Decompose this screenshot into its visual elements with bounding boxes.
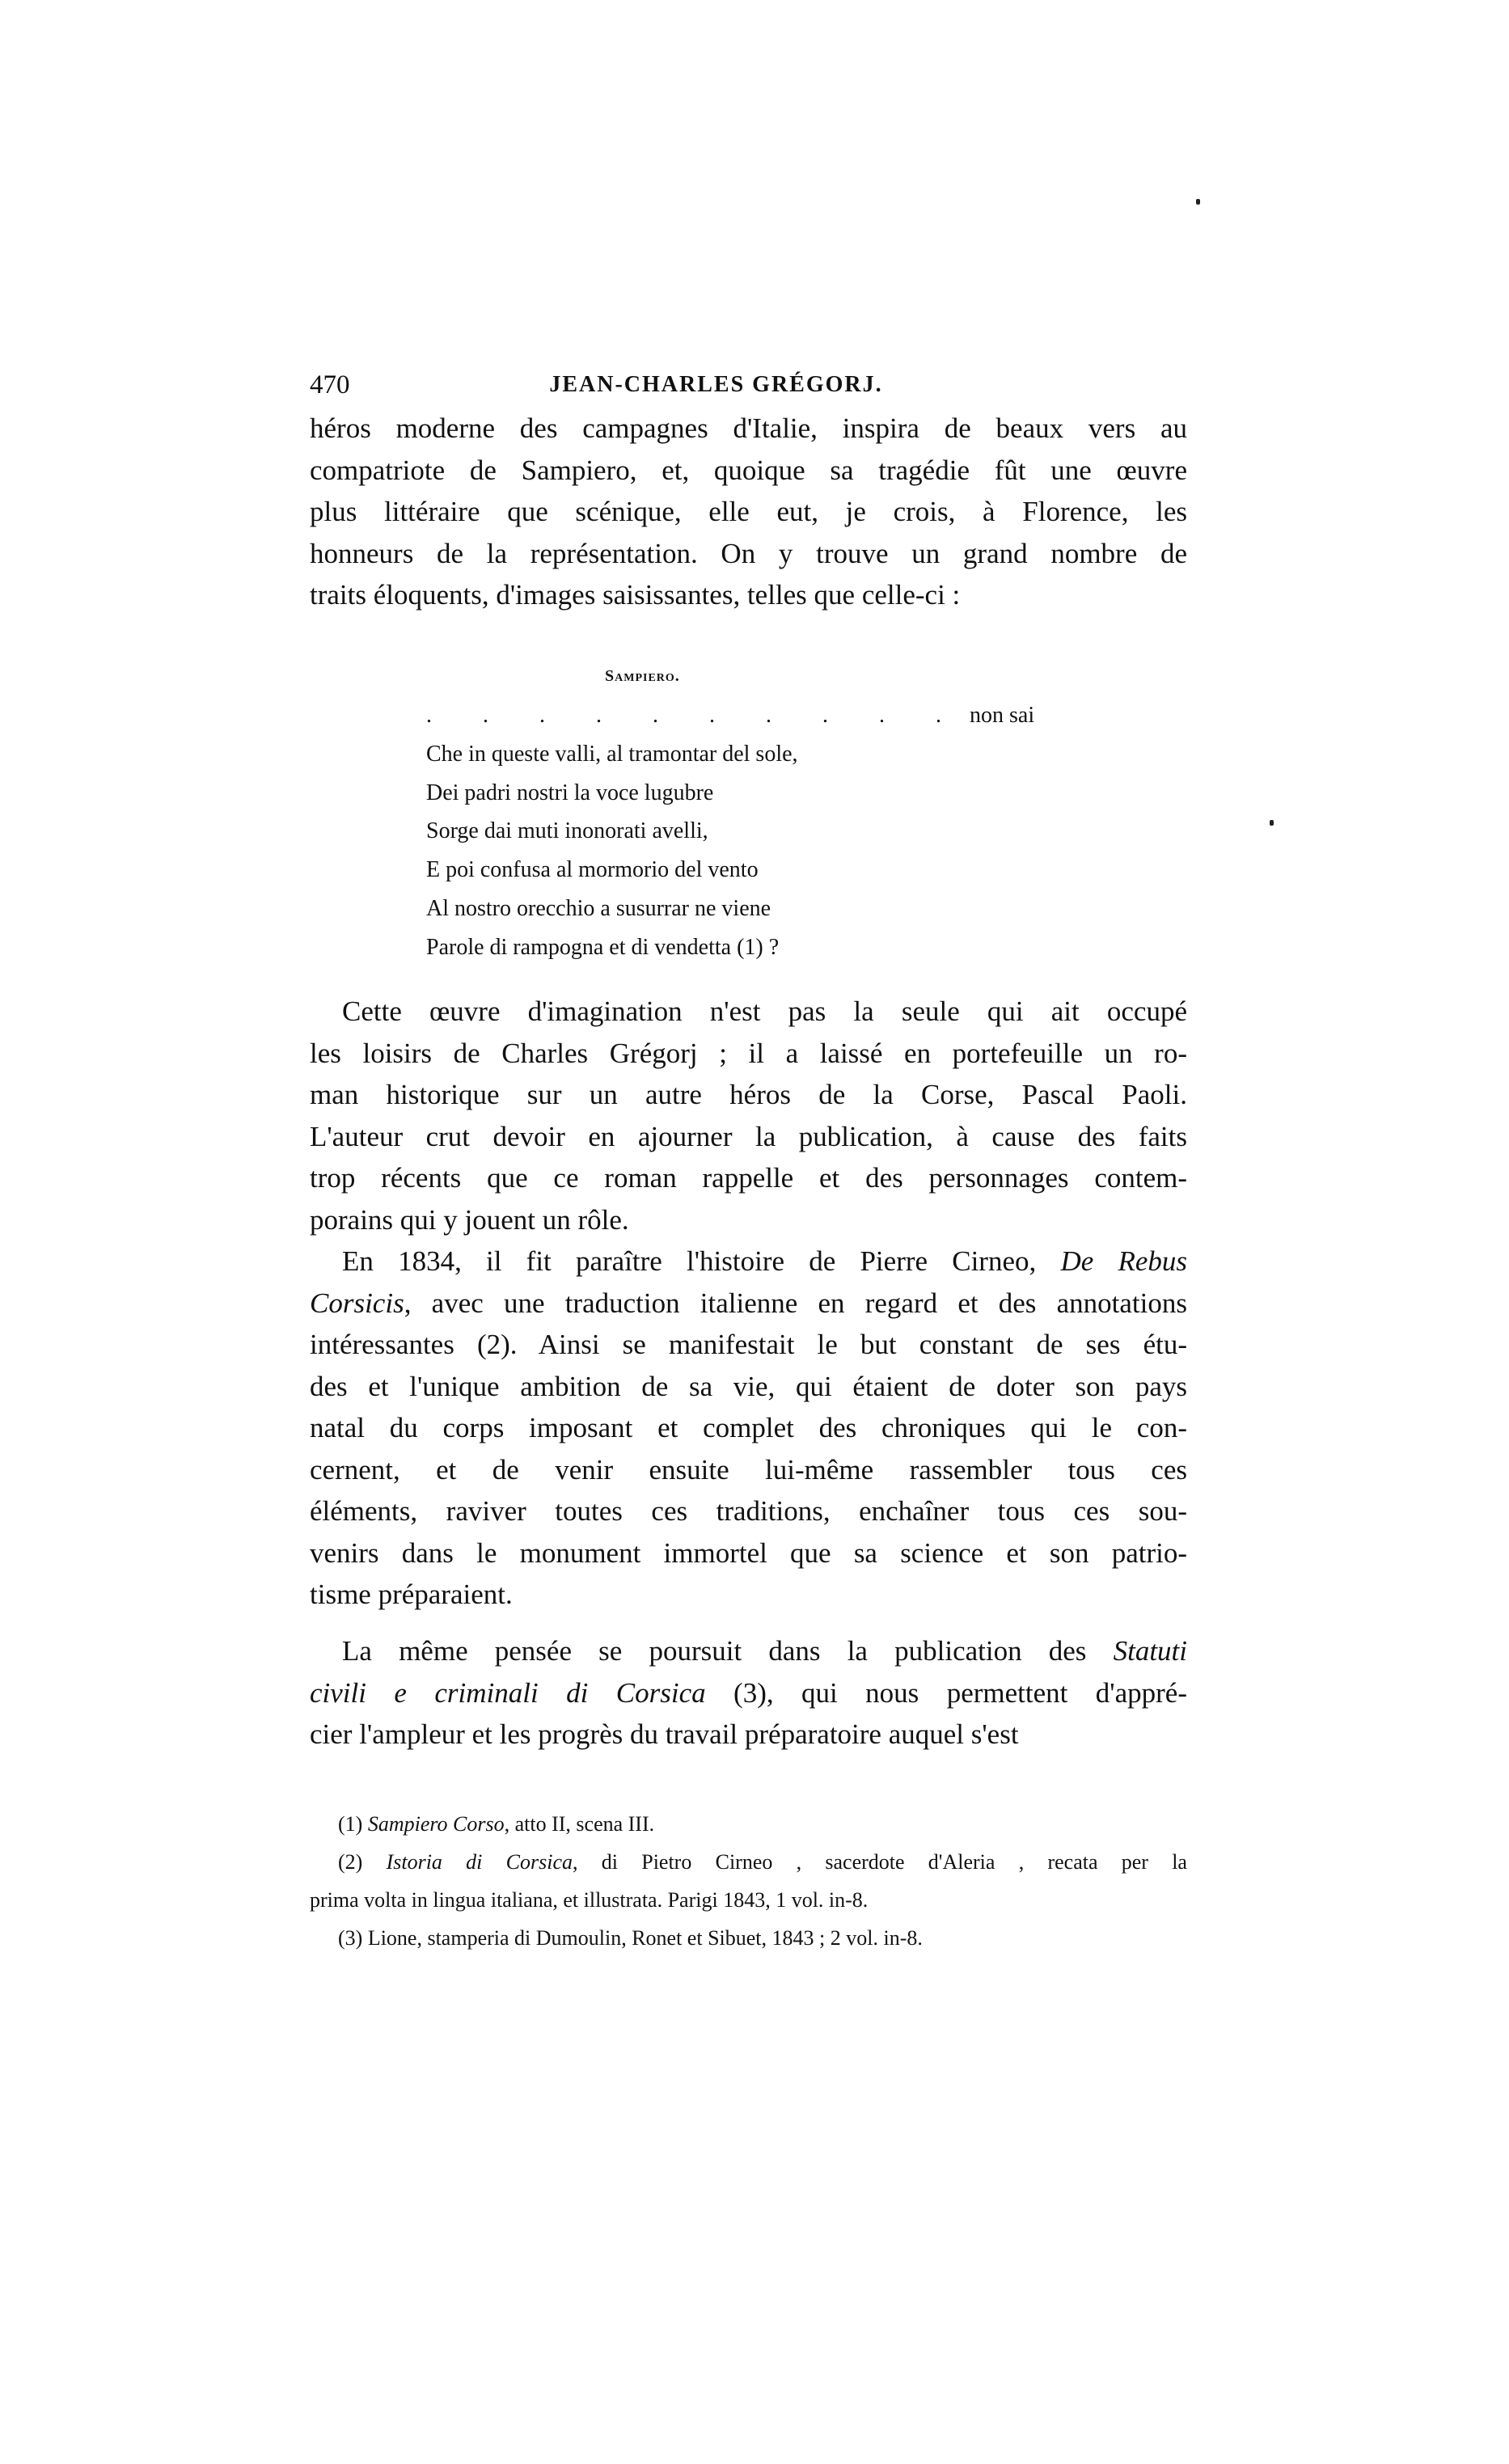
text-line	[310, 408, 1187, 450]
text-run: (1)	[338, 1812, 368, 1836]
text-run: porains qui y jouent un rôle.	[310, 1203, 629, 1236]
italic-text: Corsicis	[310, 1287, 404, 1319]
text-run: plus littéraire que scénique, elle eut, je crois, à Florence, les	[310, 496, 1187, 527]
verse-line: E poi confusa al mormorio del vento	[426, 857, 759, 883]
footnote-line	[310, 1919, 1187, 1957]
page-number: 470	[310, 370, 350, 399]
text-run: des et l'unique ambition de sa vie, qui étaient de doter son pays	[310, 1370, 1187, 1402]
text-run: intéressantes (2). Ainsi se manifestait le but constant de ses étu-	[310, 1329, 1187, 1360]
text-line	[310, 1630, 1187, 1672]
text-run: traits éloquents, d'images saisissantes, telles que celle-ci :	[310, 579, 961, 611]
paragraph-2	[310, 991, 1187, 1240]
text-run: En 1834, il fit paraître l'histoire de Pierre Cirneo,	[342, 1245, 1061, 1277]
text-line	[310, 1157, 1187, 1199]
text-line	[310, 1074, 1187, 1116]
text-run: éléments, raviver toutes ces traditions, enchaîner tous ces sou-	[310, 1495, 1187, 1527]
footnote-line	[310, 1881, 1187, 1919]
text-line	[310, 991, 1187, 1033]
footnote-line	[310, 1843, 1187, 1881]
text-line	[310, 1116, 1187, 1158]
paragraph-4	[310, 1630, 1187, 1756]
text-run: cier l'ampleur et les progrès du travail préparatoire auquel s'est	[310, 1718, 1019, 1750]
text-line	[310, 1714, 1187, 1756]
text-line	[310, 1672, 1187, 1714]
text-line	[310, 1407, 1187, 1449]
text-run: cernent, et de venir ensuite lui-même rassembler tous ces	[310, 1453, 1187, 1486]
text-line	[310, 1324, 1187, 1366]
text-line	[310, 1366, 1187, 1408]
verse-line: Al nostro orecchio a susurrar ne viene	[426, 895, 771, 921]
text-line	[310, 491, 1187, 533]
text-line	[310, 574, 1187, 616]
italic-text: Sampiero Corso	[367, 1812, 505, 1836]
italic-text: Istoria di Corsica	[386, 1850, 573, 1874]
verse-opening-line	[426, 696, 1035, 735]
text-line	[310, 1449, 1187, 1491]
text-run: , di Pietro Cirneo , sacerdote d'Aleria , recata per la	[573, 1850, 1187, 1874]
text-run: compatriote de Sampiero, et, quoique sa tragédie fût une œuvre	[310, 454, 1187, 486]
text-run: (2)	[338, 1850, 387, 1874]
footnotes	[310, 1805, 1187, 1957]
text-run: , atto II, scena III.	[504, 1812, 655, 1836]
text-line	[310, 1033, 1187, 1075]
text-run: (3), qui nous permettent d'appré-	[705, 1676, 1187, 1709]
text-run: trop récents que ce roman rappelle et des personnages contem-	[310, 1162, 1187, 1194]
text-run: tisme préparaient.	[310, 1579, 513, 1610]
verse-block	[426, 696, 1035, 967]
footnote-line	[310, 1805, 1187, 1843]
verse-line: Parole di rampogna et di vendetta (1) ?	[426, 934, 780, 960]
running-header	[310, 366, 1187, 404]
ellipsis-dots: . . . . . . . . . .	[426, 703, 964, 728]
text-line	[310, 1199, 1187, 1241]
verse-line: Dei padri nostri la voce lugubre	[426, 780, 714, 805]
text-run: héros moderne des campagnes d'Italie, inspira de beaux vers au	[310, 412, 1187, 444]
text-line	[310, 1532, 1187, 1574]
text-run: (3) Lione, stamperia di Dumoulin, Ronet et Sibuet, 1843 ; 2 vol. in-8.	[338, 1926, 923, 1950]
verse-line: Sorge dai muti inonorati avelli,	[426, 818, 708, 844]
text-run: honneurs de la représentation. On y trouve un grand nombre de	[310, 537, 1187, 569]
paragraph-1	[310, 408, 1187, 616]
print-speck	[1270, 820, 1274, 826]
text-line	[310, 533, 1187, 575]
text-line	[310, 1574, 1187, 1616]
verse-line: Che in queste valli, al tramontar del sole,	[426, 741, 798, 767]
text-run: man historique sur un autre héros de la Corse, Pascal Paoli.	[310, 1079, 1187, 1110]
text-line	[310, 1283, 1187, 1325]
text-run: L'auteur crut devoir en ajourner la publication, à cause des faits	[310, 1120, 1187, 1152]
text-line	[310, 450, 1187, 492]
text-run: La même pensée se poursuit dans la publication des	[342, 1635, 1114, 1667]
italic-text: civili e criminali di Corsica	[310, 1676, 706, 1709]
verse-first-words: non sai	[970, 703, 1035, 728]
text-run: venirs dans le monument immortel que sa science et son patrio-	[310, 1536, 1187, 1569]
running-title: JEAN-CHARLES GRÉGORJ.	[549, 372, 883, 397]
text-run: natal du corps imposant et complet des chroniques qui le con-	[310, 1412, 1187, 1443]
text-run: Cette œuvre d'imagination n'est pas la seule qui ait occupé	[342, 995, 1187, 1027]
italic-text: Statuti	[1113, 1635, 1187, 1667]
print-speck	[1196, 199, 1200, 205]
italic-text: De Rebus	[1060, 1245, 1187, 1277]
text-run: , avec une traduction italienne en regard et des annotations	[404, 1287, 1187, 1319]
text-run: prima volta in lingua italiana, et illustrata. Parigi 1843, 1 vol. in-8.	[310, 1888, 869, 1912]
text-line	[310, 1490, 1187, 1532]
paragraph-3	[310, 1240, 1187, 1616]
verse-speaker: Sampiero.	[605, 667, 680, 685]
text-run: les loisirs de Charles Grégorj ; il a laissé en portefeuille un ro-	[310, 1037, 1187, 1069]
text-line	[310, 1240, 1187, 1283]
